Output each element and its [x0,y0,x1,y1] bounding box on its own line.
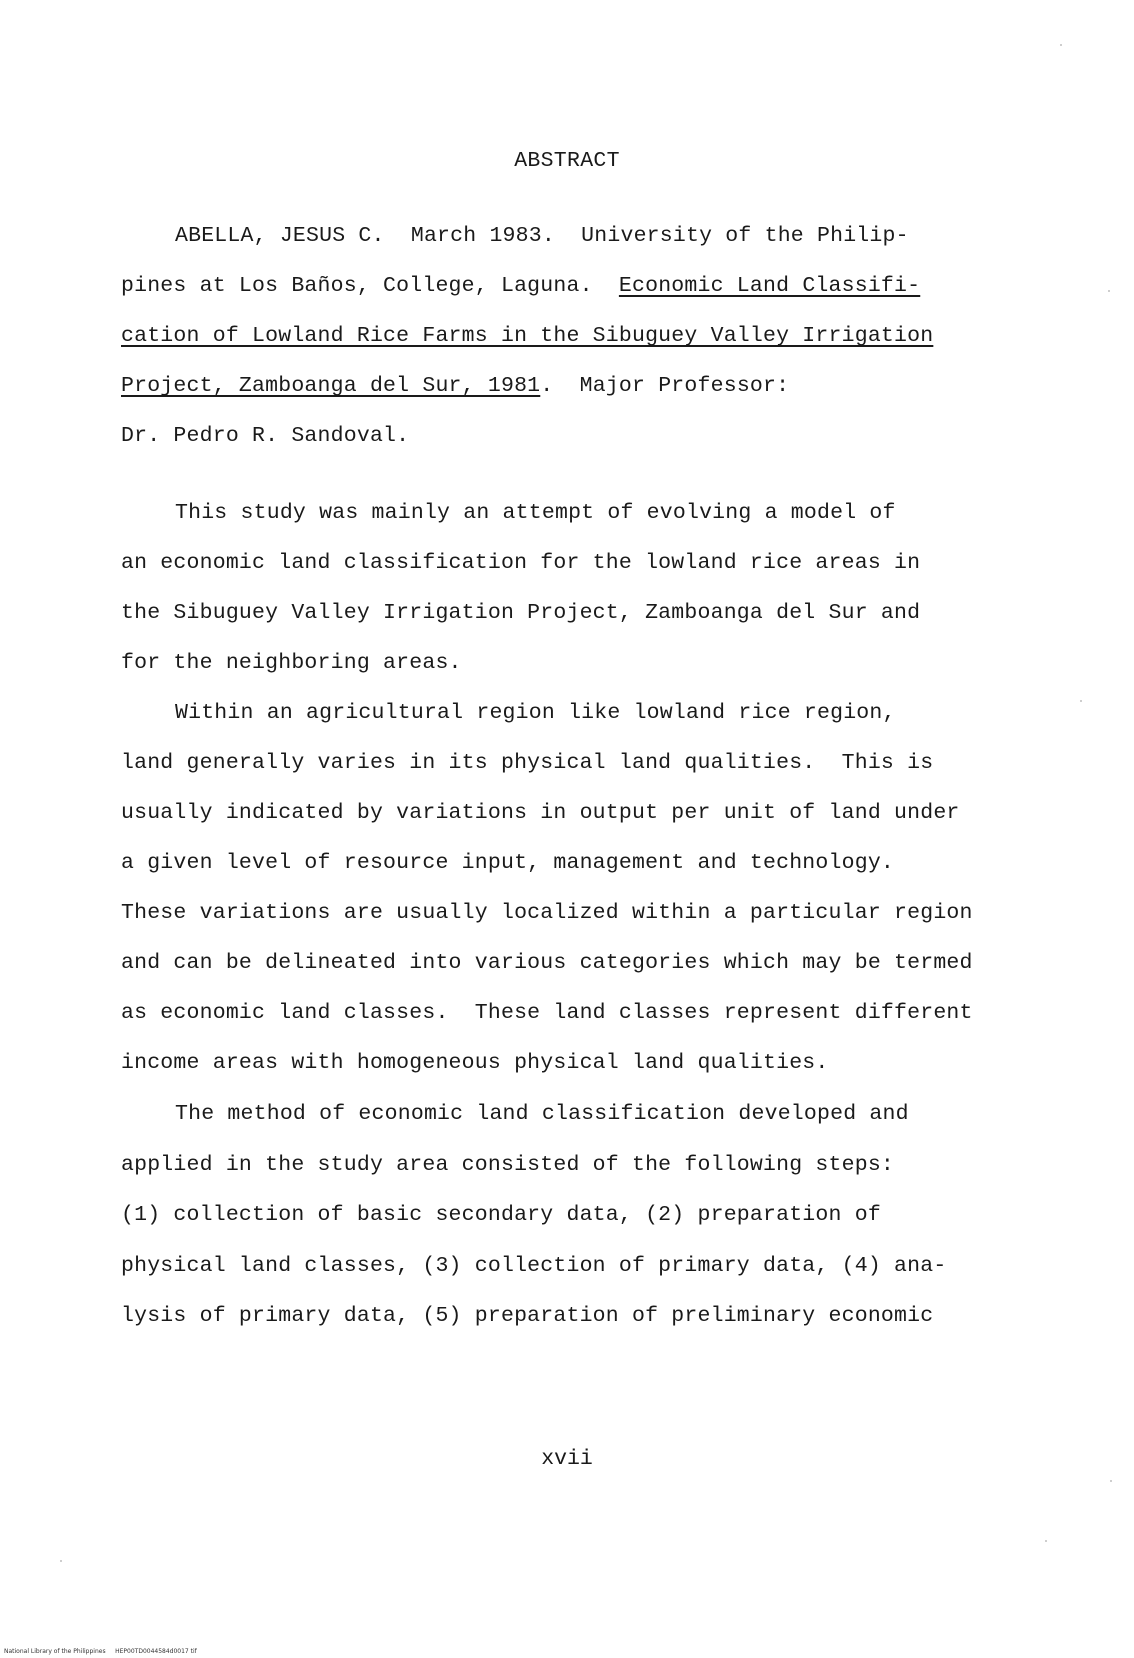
scan-speck [1108,290,1110,292]
abstract-heading: ABSTRACT [514,149,620,173]
paragraph-2-line: usually indicated by variations in output per unit of land under [121,801,960,825]
citation-affiliation: pines at Los Baños, College, Laguna. [121,274,619,298]
citation-line-2 [121,273,920,299]
paragraph-2-line: and can be delineated into various categories which may be termed [121,951,973,975]
citation-line-4 [121,373,789,399]
citation-line-1: ABELLA, JESUS C. March 1983. University of the Philip- [175,224,909,248]
paragraph-1-line: for the neighboring areas. [121,651,462,675]
scan-speck [1060,44,1062,46]
paragraph-2-line: Within an agricultural region like lowland rice region, [175,701,896,725]
major-professor-name: Dr. Pedro R. Sandoval. [121,424,410,448]
paragraph-3-line: lysis of primary data, (5) preparation of preliminary economic [121,1304,934,1328]
major-professor-label: . Major Professor: [540,374,790,398]
paragraph-3-line: applied in the study area consisted of the following steps: [121,1153,895,1177]
paragraph-3-line: physical land classes, (3) collection of primary data, (4) ana- [121,1254,947,1278]
paragraph-3-line: (1) collection of basic secondary data, (2) preparation of [121,1203,881,1227]
paragraph-1-line: an economic land classification for the lowland rice areas in [121,551,921,575]
paragraph-2-line: a given level of resource input, management and technology. [121,851,895,875]
paragraph-1-line: This study was mainly an attempt of evolving a model of [175,501,896,525]
scan-speck [1080,700,1082,702]
page-number: xvii [541,1447,593,1471]
thesis-title-part-2: cation of Lowland Rice Farms in the Sibuguey Valley Irrigation [121,324,934,348]
paragraph-2-line: income areas with homogeneous physical land qualities. [121,1051,829,1075]
paragraph-2-line: These variations are usually localized within a particular region [121,901,973,925]
thesis-title-part-1: Economic Land Classifi- [618,274,921,298]
scan-speck [1045,1540,1047,1542]
paragraph-2-line: as economic land classes. These land classes represent different [121,1001,973,1025]
paragraph-2-line: land generally varies in its physical land qualities. This is [121,751,934,775]
thesis-title-part-3: Project, Zamboanga del Sur, 1981 [121,374,541,398]
paragraph-3-line: The method of economic land classification developed and [175,1102,909,1126]
scan-speck [60,1560,62,1562]
scan-footer: National Library of the Philippines HEP00TD0044584d0017 tif [4,1648,197,1655]
paragraph-1-line: the Sibuguey Valley Irrigation Project, Zamboanga del Sur and [121,601,921,625]
scan-speck [1110,1480,1112,1482]
